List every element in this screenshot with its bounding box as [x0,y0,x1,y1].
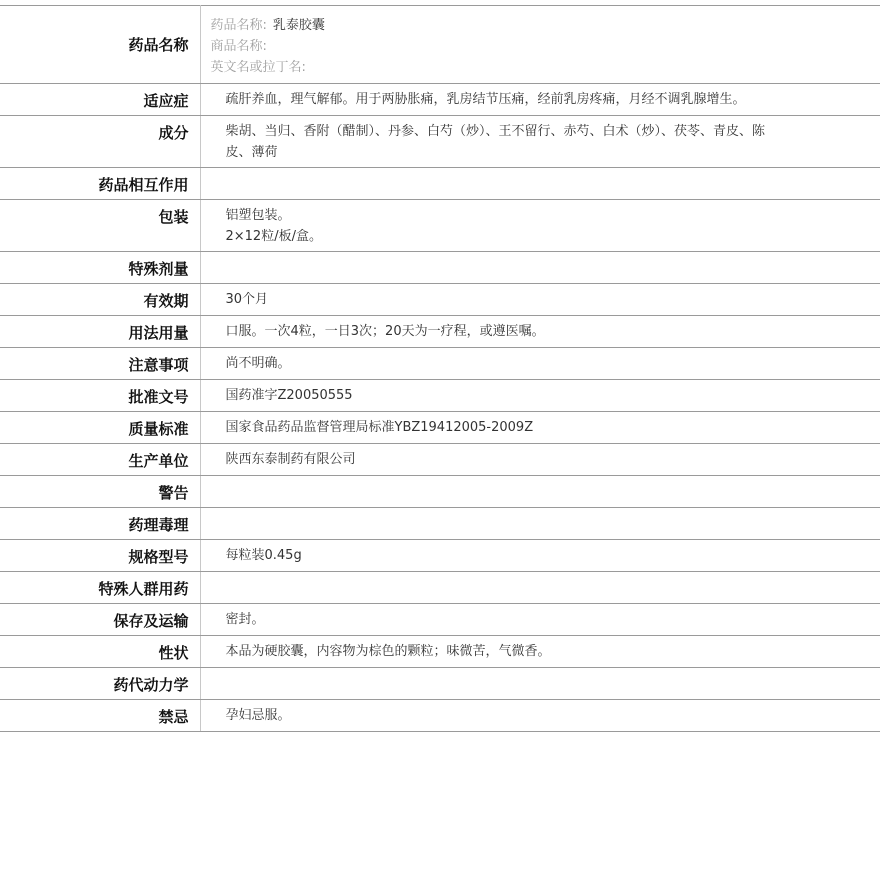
row-value [200,444,880,476]
table-row [0,508,880,540]
row-value [200,168,880,200]
row-value [200,116,880,168]
row-label: 药理毒理 [0,508,200,540]
row-label: 禁忌 [0,700,200,732]
table-row [0,252,880,284]
table-row [0,572,880,604]
row-value [200,252,880,284]
trade-name-line [211,36,880,57]
table-row [0,604,880,636]
row-label: 药代动力学 [0,668,200,700]
row-value-line: 每粒装0.45g [225,548,302,563]
row-value [200,380,880,412]
row-value [200,572,880,604]
row-value [200,636,880,668]
row-label: 警告 [0,476,200,508]
row-label: 特殊剂量 [0,252,200,284]
table-row [0,200,880,252]
table-row [0,168,880,200]
table-row-drug-name [0,6,880,84]
table-row [0,380,880,412]
row-label: 规格型号 [0,540,200,572]
row-label: 生产单位 [0,444,200,476]
row-label: 成分 [0,116,200,168]
table-row [0,84,880,116]
generic-name-key: 药品名称: [210,18,267,33]
row-label: 药品名称 [0,6,200,84]
row-label: 质量标准 [0,412,200,444]
row-value-line: 30个月 [225,292,269,307]
table-row [0,700,880,732]
table-row [0,636,880,668]
row-value [200,284,880,316]
row-value [200,476,880,508]
row-value [200,6,880,84]
row-value [200,700,880,732]
row-value [200,316,880,348]
row-value-line: 铝塑包装。 [225,208,291,223]
row-label: 包装 [0,200,200,252]
row-label: 有效期 [0,284,200,316]
row-value-line: 孕妇忌服。 [225,708,291,723]
row-label: 适应症 [0,84,200,116]
row-value [200,540,880,572]
english-name-key: 英文名或拉丁名: [210,60,306,75]
row-value [200,348,880,380]
row-value-line: 国家食品药品监督管理局标准YBZ19412005-2009Z [225,420,534,435]
row-value [200,200,880,252]
generic-name-value: 乳泰胶囊 [272,18,325,33]
row-value-line: 口服。一次4粒，一日3次；20天为一疗程，或遵医嘱。 [225,324,545,339]
row-label: 注意事项 [0,348,200,380]
table-row [0,540,880,572]
table-row [0,476,880,508]
table-row [0,348,880,380]
row-value-line: 柴胡、当归、香附（醋制）、丹参、白芍（炒）、王不留行、赤芍、白术（炒）、茯苓、青皮、陈皮、薄荷 [225,124,766,160]
row-label: 性状 [0,636,200,668]
row-label: 药品相互作用 [0,168,200,200]
row-label: 批准文号 [0,380,200,412]
row-value-line: 疏肝养血，理气解郁。用于两胁胀痛，乳房结节压痛，经前乳房疼痛，月经不调乳腺增生。 [225,92,746,107]
table-row [0,412,880,444]
row-value-line: 国药准字Z20050555 [225,388,353,403]
row-value [200,412,880,444]
table-row [0,316,880,348]
row-value [200,84,880,116]
table-row [0,444,880,476]
row-label: 保存及运输 [0,604,200,636]
table-row [0,284,880,316]
row-value [200,604,880,636]
row-value-line: 陕西东泰制药有限公司 [225,452,356,467]
row-value-line: 本品为硬胶囊，内容物为棕色的颗粒；味微苦，气微香。 [225,644,551,659]
table-row [0,116,880,168]
row-value-line: 尚不明确。 [225,356,291,371]
row-value [200,508,880,540]
generic-name-line [211,15,880,36]
row-value-line: 2×12粒/板/盒。 [225,229,322,244]
english-name-line [211,57,880,78]
row-label: 用法用量 [0,316,200,348]
table-row [0,668,880,700]
row-label: 特殊人群用药 [0,572,200,604]
row-value [200,668,880,700]
trade-name-key: 商品名称: [210,39,267,54]
row-value-line: 密封。 [225,612,265,627]
drug-spec-table [0,5,880,732]
